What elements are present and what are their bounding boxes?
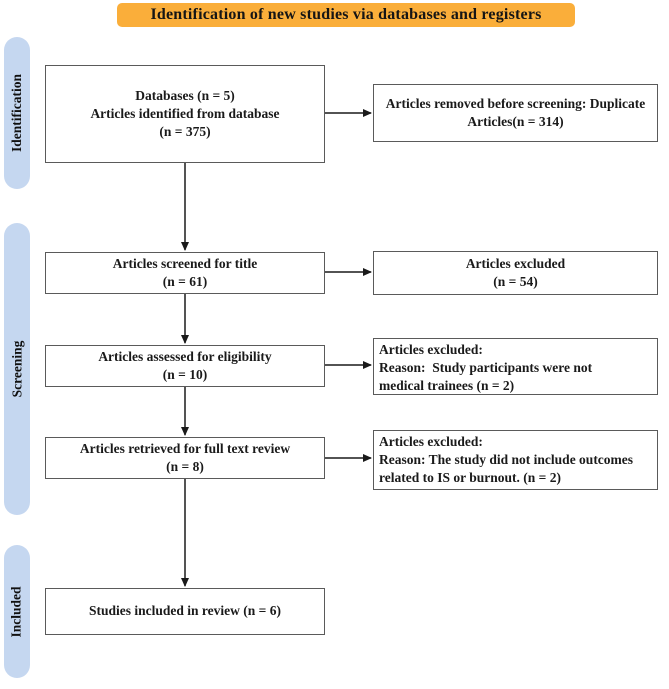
flow-box-line: Articles screened for title	[112, 255, 258, 271]
flow-box-removed-duplicates	[373, 84, 658, 142]
flow-box-excluded-title	[373, 251, 658, 295]
flow-box-line: Articles excluded	[465, 255, 566, 271]
flow-box-line: Articles removed before screening: Duplicate	[385, 95, 646, 111]
flow-box-line: (n = 8)	[166, 459, 204, 474]
flow-box-line: Databases (n = 5)	[135, 87, 235, 103]
flow-box-line: (n = 54)	[493, 274, 538, 289]
flow-box-assessed	[45, 345, 325, 387]
flow-box-line: Reason: Study participants were not	[379, 360, 593, 376]
flow-box-line: (n = 61)	[162, 274, 208, 289]
stage-label-screening: Screening	[9, 340, 24, 398]
stage-label-included: Included	[9, 585, 24, 638]
flow-box-line: related to IS or burnout. (n = 2)	[379, 470, 561, 486]
stage-label-identification: Identification	[9, 73, 25, 153]
flow-box-excluded-eligibility	[373, 338, 658, 395]
stage-pill-identification	[4, 37, 30, 189]
flow-box-line: Articles excluded:	[379, 434, 483, 449]
diagram-title: Identification of new studies via databases and registers	[150, 6, 542, 23]
flow-box-line: Articles retrieved for full text review	[79, 440, 291, 456]
flow-box-line: medical trainees (n = 2)	[379, 378, 515, 394]
flow-box-identified	[45, 65, 325, 163]
stage-pill-included	[4, 545, 30, 678]
flow-box-screened	[45, 252, 325, 294]
flow-box-line: (n = 375)	[159, 124, 211, 140]
flow-box-line: Articles assessed for eligibility	[98, 348, 272, 364]
diagram-title-banner	[117, 3, 575, 27]
flow-box-line: Articles excluded:	[379, 342, 483, 357]
flow-box-line: Articles(n = 314)	[467, 114, 564, 129]
flow-box-line: (n = 10)	[162, 367, 208, 382]
flow-box-line: Studies included in review (n = 6)	[89, 603, 281, 619]
flow-box-excluded-fulltext	[373, 430, 658, 490]
flow-box-line: Reason: The study did not include outcomes	[379, 452, 634, 468]
stage-pill-screening	[4, 223, 30, 515]
flow-box-retrieved	[45, 437, 325, 479]
flow-box-included	[45, 588, 325, 635]
flow-box-line: Articles identified from database	[90, 105, 280, 121]
